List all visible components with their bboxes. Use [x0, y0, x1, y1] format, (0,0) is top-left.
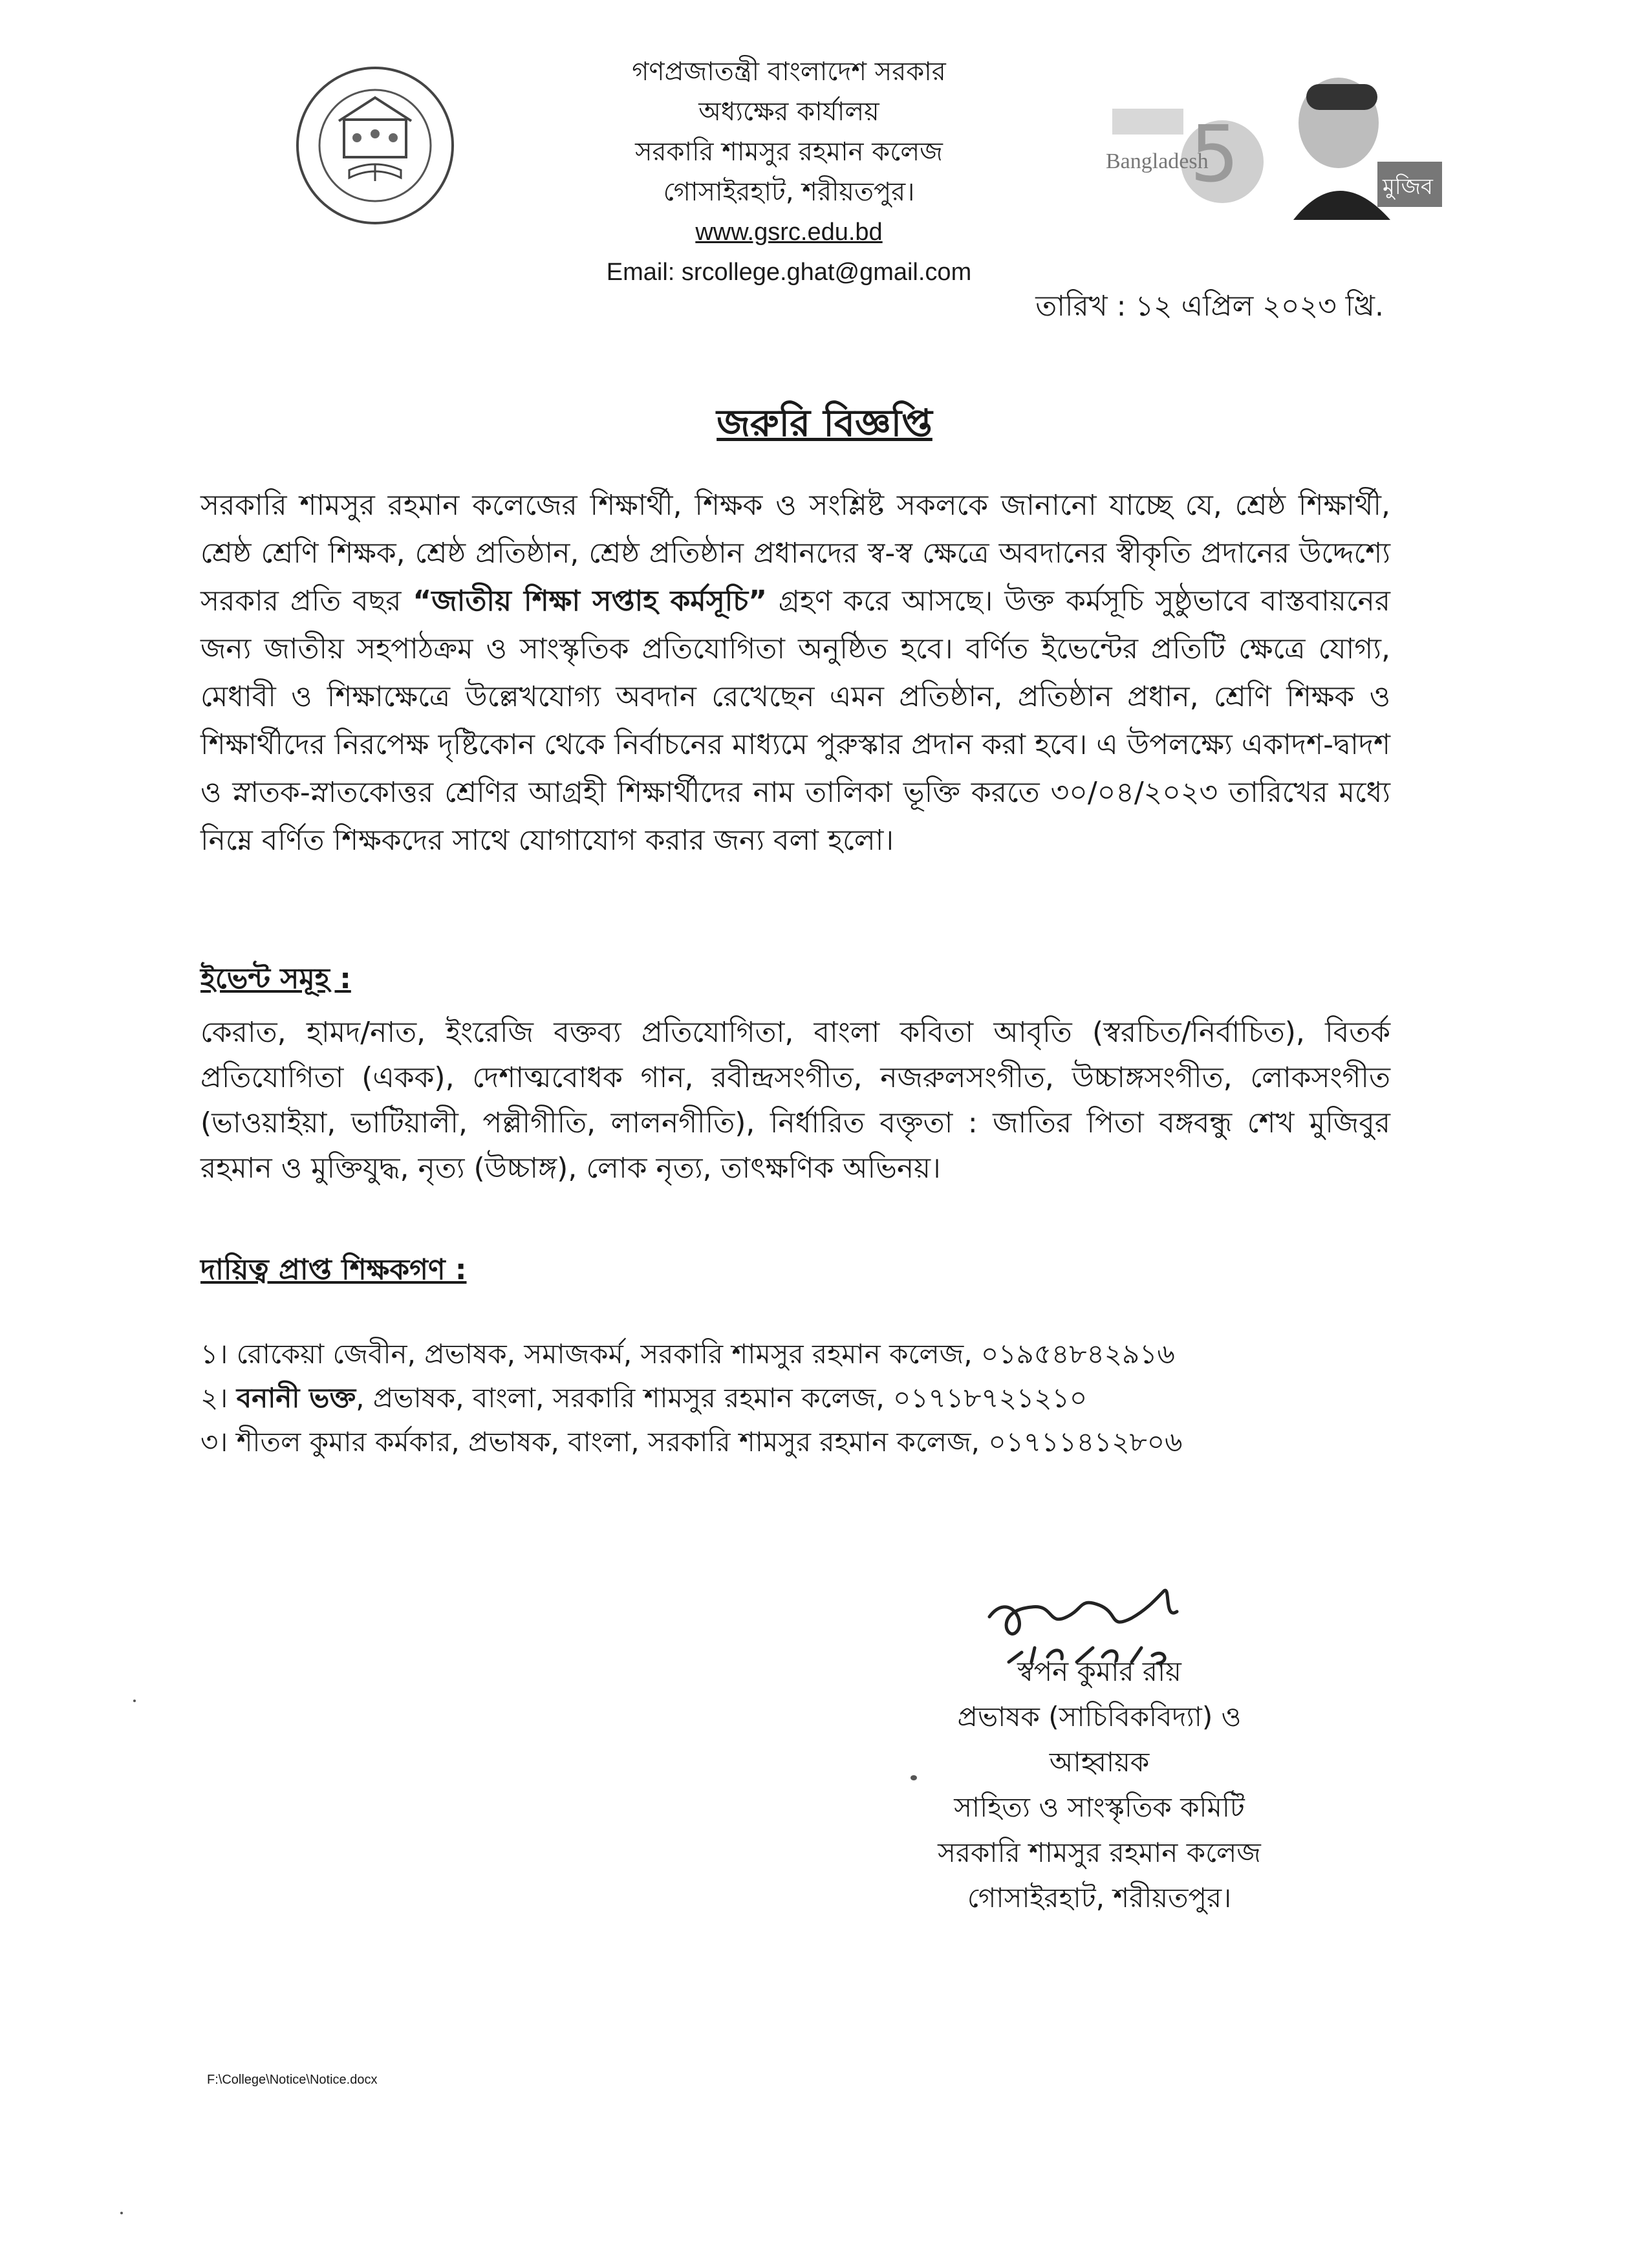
teachers-heading: দায়িত্ব প্রাপ্ত শিক্ষকগণ :	[200, 1253, 467, 1286]
file-path-footer: F:\College\Notice\Notice.docx	[207, 2073, 378, 2087]
svg-text:5: 5	[1190, 110, 1240, 200]
teacher-number: ৩।	[200, 1426, 237, 1458]
notice-date: তারিখ : ১২ এপ্রিল ২০২৩ খ্রি.	[1035, 290, 1384, 323]
body-program-name: “জাতীয় শিক্ষা সপ্তাহ কর্মসূচি”	[413, 585, 768, 618]
teacher-number: ১।	[200, 1338, 237, 1370]
letterhead-line-college: সরকারি শামসুর রহমান কলেজ	[635, 137, 943, 167]
signatory-name: স্বপন কুমার রায়	[1017, 1656, 1181, 1687]
teacher-item	[200, 1376, 1429, 1420]
body-text-end: গ্রহণ করে আসছে। উক্ত কর্মসূচি সুষ্ঠুভাবে বাস্তবায়নের জন্য জাতীয় সহপাঠক্রম ও সাংস্কৃতিক প্রতিযোগিতা অনুষ্ঠিত হবে। বর্ণিত ইভেন্টের প্রতিটি ক্ষেত্রে যোগ্য, মেধাবী ও শিক্ষাক্ষেত্রে উল্লেখযোগ্য অবদান রেখেছেন এমন প্রতিষ্ঠান, প্রতিষ্ঠান প্রধান, শ্রেণি শিক্ষক ও শিক্ষার্থীদের নিরপেক্ষ দৃষ্টিকোন থেকে নির্বাচনের মাধ্যমে পুরুস্কার প্রদান করা হবে। এ উপলক্ষ্যে একাদশ-দ্বাদশ ও স্নাতক-স্নাতকোত্তর শ্রেণির আগ্রহী শিক্ষার্থীদের নাম তালিকা ভূক্তি করতে ৩০/০৪/২০২৩ তারিখের মধ্যে নিম্নে বর্ণিত শিক্ষকদের সাথে যোগাযোগ করার জন্য বলা হলো।	[200, 585, 1390, 857]
signatory-role: আহ্বায়ক	[1049, 1746, 1150, 1778]
website-link[interactable]: www.gsrc.edu.bd	[695, 219, 883, 246]
signatory-designation: প্রভাষক (সাচিবিকবিদ্যা) ও	[957, 1701, 1242, 1733]
signatory-college: সরকারি শামসুর রহমান কলেজ	[938, 1837, 1261, 1868]
signatory-location: গোসাইরহাট, শরীয়তপুর।	[967, 1882, 1232, 1914]
email-address: Email: srcollege.ghat@gmail.com	[606, 259, 972, 286]
bangladesh-logo-text: Bangladesh	[1106, 149, 1209, 173]
mujib-100-logo-icon	[1267, 65, 1449, 220]
notice-title: জরুরি বিজ্ঞপ্তি	[717, 401, 932, 445]
scan-speck	[120, 2212, 123, 2214]
letterhead-line-location: গোসাইরহাট, শরীয়তপুর।	[663, 177, 915, 207]
body-text-start: সরকারি শামসুর রহমান কলেজের শিক্ষার্থী, শিক্ষক ও সংশ্লিষ্ট সকলকে জানানো যাচ্ছে যে, শ্রেষ্ঠ শিক্ষার্থী, শ্রেষ্ঠ শ্রেণি শিক্ষক, শ্রেষ্ঠ প্রতিষ্ঠান, শ্রেষ্ঠ প্রতিষ্ঠান প্রধানদের স্ব-স্ব ক্ষেত্রে অবদানের স্বীকৃতি প্রদানের উদ্দেশ্যে সরকার প্রতি বছর	[200, 489, 1390, 618]
teacher-name: বনানী ভক্ত	[236, 1382, 356, 1414]
scan-speck	[911, 1775, 917, 1780]
signatory-committee: সাহিত্য ও সাংস্কৃতিক কমিটি	[954, 1791, 1245, 1823]
teacher-item	[200, 1420, 1429, 1464]
teacher-item	[200, 1332, 1429, 1376]
events-heading: ইভেন্ট সমূহ :	[200, 962, 351, 995]
notice-body	[200, 482, 1390, 865]
letterhead-line-office: অধ্যক্ষের কার্যালয়	[698, 97, 879, 127]
events-list: কেরাত, হামদ/নাত, ইংরেজি বক্তব্য প্রতিযোগিতা, বাংলা কবিতা আবৃতি (স্বরচিত/নির্বাচিত), বিতর্ক প্রতিযোগিতা (একক), দেশাত্মবোধক গান, রবীন্দ্রসংগীত, নজরুলসংগীত, উচ্চাঙ্গসংগীত, লোকসংগীত (ভাওয়াইয়া, ভাটিয়ালী, পল্লীগীতি, লালনগীতি), নির্ধারিত বক্তৃতা : জাতির পিতা বঙ্গবন্ধু শেখ মুজিবুর রহমান ও মুক্তিযুদ্ধ, নৃত্য (উচ্চাঙ্গ), লোক নৃত্য, তাৎক্ষণিক অভিনয়।	[200, 1016, 1390, 1185]
teacher-name: শীতল কুমার কর্মকার	[236, 1426, 451, 1458]
scan-speck	[133, 1700, 136, 1702]
college-seal-icon	[285, 55, 466, 236]
mujib-logo-text: মুজিব	[1383, 174, 1433, 200]
teacher-number: ২।	[200, 1382, 237, 1414]
teacher-details: , প্রভাষক, বাংলা, সরকারি শামসুর রহমান কলেজ, ০১৭১৮৭২১২১০	[356, 1382, 1088, 1414]
letterhead	[498, 52, 1080, 292]
bangladesh-50-logo-icon	[1093, 71, 1267, 226]
teacher-list	[200, 1332, 1429, 1464]
teacher-details: , প্রভাষক, বাংলা, সরকারি শামসুর রহমান কলেজ, ০১৭১১৪১২৮০৬	[451, 1426, 1183, 1458]
teacher-details: , প্রভাষক, সমাজকর্ম, সরকারি শামসুর রহমান কলেজ, ০১৯৫৪৮৪২৯১৬	[407, 1338, 1175, 1370]
signatory-block	[841, 1649, 1358, 1921]
teacher-name: রোকেয়া জেবীন	[236, 1338, 407, 1370]
letterhead-line-government: গণপ্রজাতন্ত্রী বাংলাদেশ সরকার	[632, 57, 946, 87]
